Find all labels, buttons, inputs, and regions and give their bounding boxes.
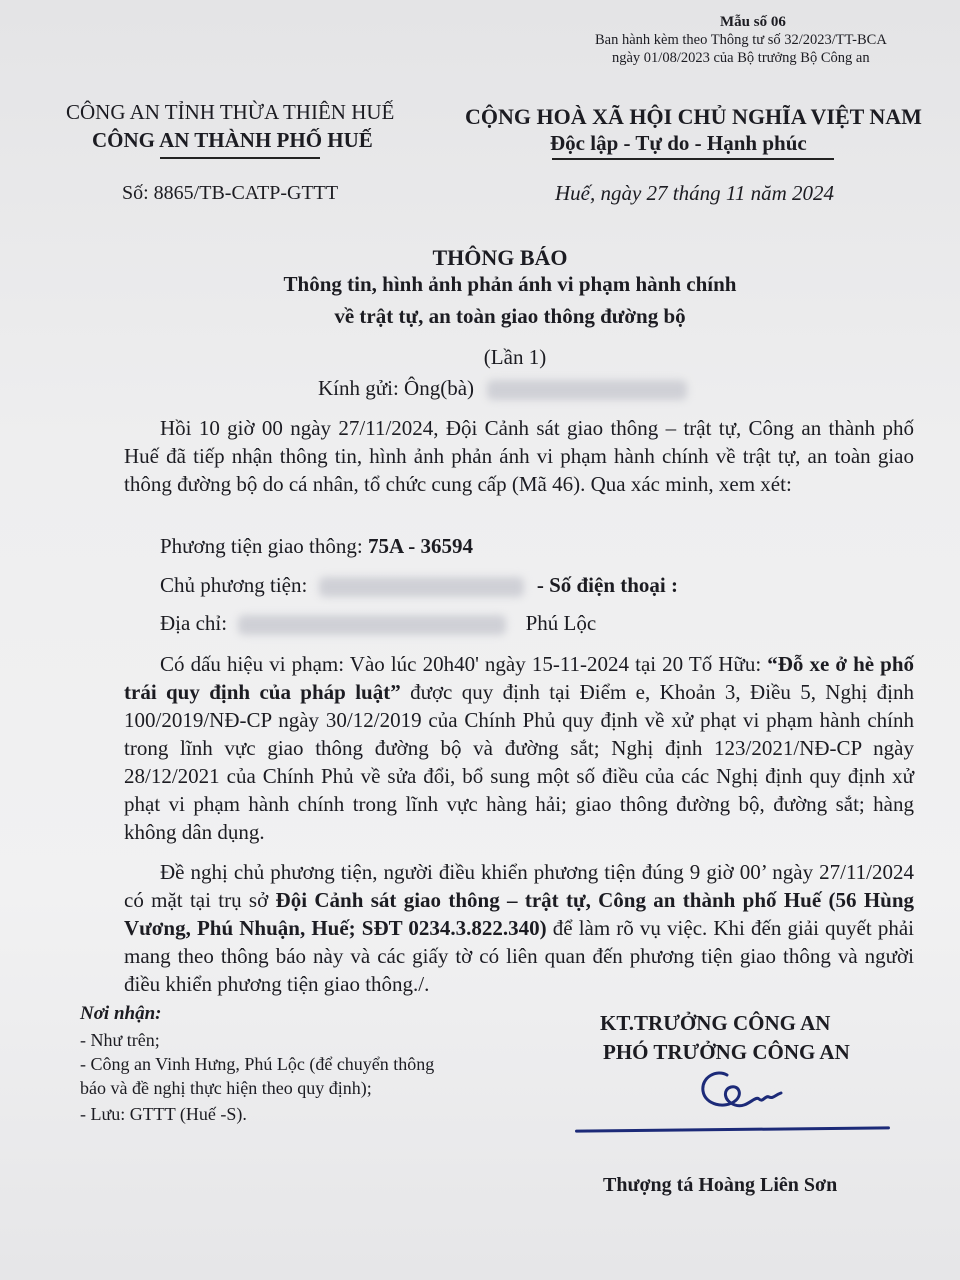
receiver-item: - Công an Vinh Hưng, Phú Lộc (để chuyển thông: [80, 1054, 435, 1074]
recipient-line: [318, 376, 687, 401]
national-motto: Độc lập - Tự do - Hạnh phúc: [550, 131, 807, 155]
place-date: Huế, ngày 27 tháng 11 năm 2024: [555, 181, 834, 205]
nation-name: CỘNG HOÀ XÃ HỘI CHỦ NGHĨA VIỆT NAM: [465, 104, 922, 129]
vehicle-label: Phương tiện giao thông:: [160, 534, 368, 558]
address-label: Địa chỉ:: [160, 611, 233, 635]
agency-parent: CÔNG AN TỈNH THỪA THIÊN HUẾ: [66, 100, 395, 124]
receiver-item: - Lưu: GTTT (Huế -S).: [80, 1104, 247, 1124]
redacted-name: [487, 380, 687, 400]
receiver-item: - Như trên;: [80, 1030, 160, 1050]
address-value: Phú Lộc: [525, 611, 597, 635]
attempt-number: (Lần 1): [483, 345, 547, 369]
document-title: THÔNG BÁO: [432, 245, 568, 270]
violation-paragraph: [124, 650, 914, 846]
form-number: Mẫu số 06: [720, 14, 786, 30]
form-issued-text: Ban hành kèm theo Thông tư số 32/2023/TT-BCA: [595, 32, 887, 48]
signature-stroke: [575, 1126, 890, 1132]
vehicle-plate: 75A - 36594: [367, 534, 473, 558]
handwritten-signature: [695, 1065, 785, 1120]
request-paragraph: [124, 858, 914, 998]
redacted-owner: [319, 577, 524, 597]
document-number: Số: 8865/TB-CATP-GTTT: [122, 182, 339, 204]
motto-underline: [552, 158, 834, 160]
address-field: [160, 611, 596, 636]
receiver-item: báo và đề nghị thực hiện theo quy định);: [80, 1078, 372, 1098]
owner-label: Chủ phương tiện:: [160, 573, 313, 597]
signature-position: PHÓ TRƯỞNG CÔNG AN: [603, 1040, 850, 1064]
violation-intro: Có dấu hiệu vi phạm: Vào lúc 20h40' ngày 15-11-2024 tại 20 Tố Hữu:: [160, 652, 768, 676]
violation-description: “Đỗ xe ở hè phố trái quy định của pháp luật”: [124, 652, 914, 704]
redacted-address: [238, 615, 506, 635]
signer-name: Thượng tá Hoàng Liên Sơn: [603, 1174, 838, 1196]
intro-paragraph: [124, 414, 914, 498]
request-location: Đội Cảnh sát giao thông – trật tự, Công an thành phố Huế (56 Hùng Vương, Phú Nhuận, Huế; SĐT 0234.3.822.340): [124, 888, 915, 940]
document-subtitle-2: về trật tự, an toàn giao thông đường bộ: [334, 304, 686, 328]
document-subtitle-1: Thông tin, hình ảnh phản ánh vi phạm hành chính: [283, 272, 737, 296]
signature-authority: KT.TRƯỞNG CÔNG AN: [600, 1011, 831, 1035]
phone-label: - Số điện thoại :: [536, 573, 679, 597]
recipient-label: Kính gửi: Ông(bà): [318, 376, 475, 400]
form-date-text: ngày 01/08/2023 của Bộ trưởng Bộ Công an: [612, 50, 870, 66]
agency-underline: [160, 157, 320, 159]
request-instructions: để làm rõ vụ việc. Khi đến giải quyết phải mang theo thông báo này và các giấy tờ có liên quan đến phương tiện giao thông và người điều khiển phương tiện giao thông./.: [124, 916, 914, 996]
agency-name: CÔNG AN THÀNH PHỐ HUẾ: [92, 128, 373, 152]
violation-legal-basis: được quy định tại Điểm e, Khoản 3, Điều 5, Nghị định 100/2019/NĐ-CP ngày 30/12/2019 của Chính Phủ quy định về xử phạt vi phạm hành chính trong lĩnh vực giao thông đường bộ và đường sắt; Nghị định 123/2021/NĐ-CP ngày 28/12/2021 của Chính Phủ về sửa đổi, bổ sung một số điều của các Nghị định quy định xử phạt vi phạm hành chính trong lĩnh vực hàng hải; giao thông đường bộ, đường sắt; hàng không dân dụng.: [124, 680, 914, 844]
request-intro: Đề nghị chủ phương tiện, người điều khiển phương tiện đúng 9 giờ 00’ ngày 27/11/2024 có mặt tại trụ sở: [124, 860, 914, 912]
receivers-title: Nơi nhận:: [80, 1003, 162, 1024]
intro-text: Hồi 10 giờ 00 ngày 27/11/2024, Đội Cảnh sát giao thông – trật tự, Công an thành phố Huế đã tiếp nhận thông tin, hình ảnh phản ánh vi phạm hành chính về trật tự, an toàn giao thông đường bộ do cá nhân, tổ chức cung cấp (Mã 46). Qua xác minh, xem xét:: [124, 416, 914, 496]
vehicle-field: [160, 534, 473, 559]
owner-field: [160, 573, 678, 598]
